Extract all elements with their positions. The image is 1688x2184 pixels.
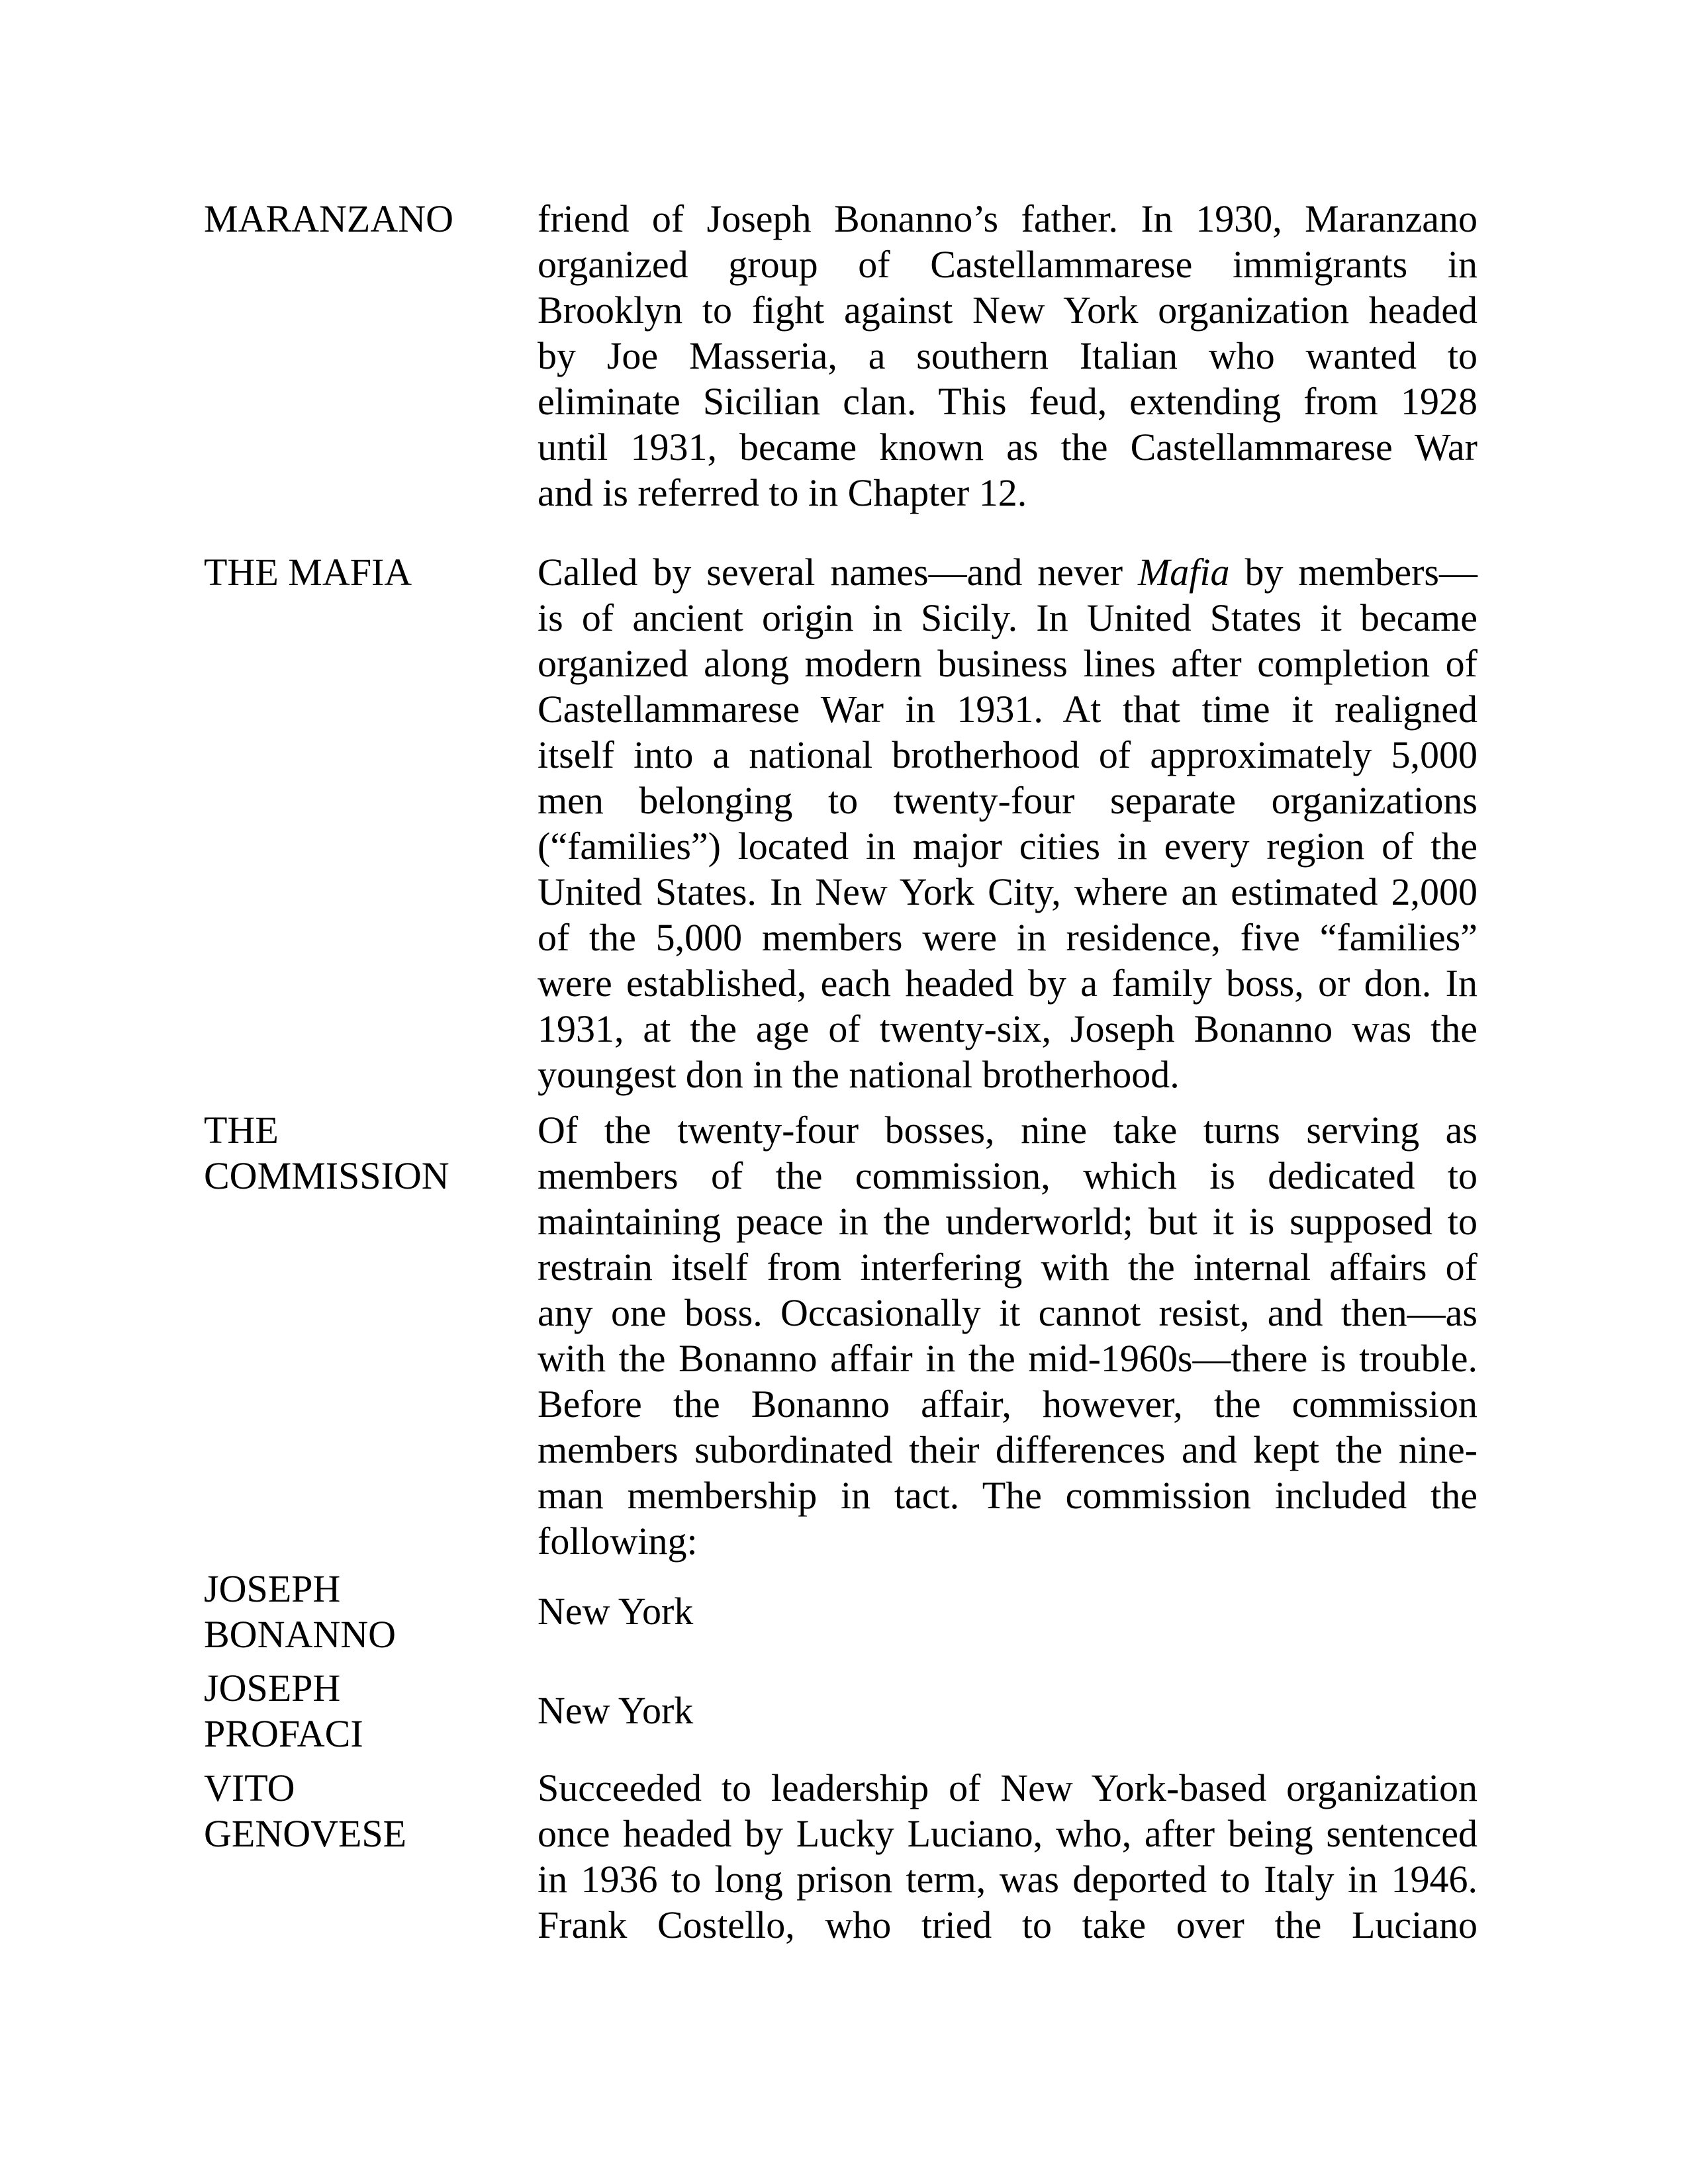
entry-term (204, 196, 502, 242)
entry-term (204, 1566, 502, 1657)
entry-description (538, 196, 1477, 516)
desc-line: men belonging to twenty-four separate organizations (538, 779, 1477, 822)
term-line: VITO (204, 1766, 295, 1809)
desc-line: of the 5,000 members were in residence, five “families” (538, 916, 1477, 959)
desc-line: is of ancient origin in Sicily. In United States it became (538, 596, 1477, 639)
desc-line: youngest don in the national brotherhood. (538, 1053, 1180, 1096)
term-line: THE (204, 1109, 279, 1152)
desc-line: man membership in tact. The commission included the (538, 1474, 1477, 1517)
entry-term (204, 1665, 502, 1756)
desc-line: itself into a national brotherhood of approximately 5,000 (538, 733, 1477, 776)
desc-line: New York (538, 1590, 694, 1633)
desc-line: any one boss. Occasionally it cannot resist, and then—as (538, 1291, 1477, 1334)
desc-line: were established, each headed by a family boss, or don. In (538, 962, 1477, 1005)
desc-line: Brooklyn to fight against New York organization headed (538, 289, 1477, 332)
term-line: PROFACI (204, 1712, 363, 1755)
term-line: MARANZANO (204, 197, 453, 240)
desc-line: with the Bonanno affair in the mid-1960s—there is trouble. (538, 1337, 1477, 1380)
desc-line: following: (538, 1520, 698, 1563)
entry-term (204, 549, 502, 595)
desc-line: organized along modern business lines after completion of (538, 642, 1477, 685)
desc-line: Frank Costello, who tried to take over the Luciano (538, 1903, 1477, 1946)
desc-line (538, 549, 1477, 595)
entry-description (538, 1765, 1477, 1948)
desc-line: eliminate Sicilian clan. This feud, extending from 1928 (538, 380, 1477, 423)
desc-line: once headed by Lucky Luciano, who, after being sentenced (538, 1812, 1477, 1855)
term-line: BONANNO (204, 1613, 396, 1656)
desc-line: Before the Bonanno affair, however, the commission (538, 1383, 1477, 1426)
desc-line: until 1931, became known as the Castellammarese War (538, 426, 1477, 469)
term-line: THE MAFIA (204, 551, 412, 594)
entry-term (204, 1107, 502, 1199)
desc-line: by Joe Masseria, a southern Italian who wanted to (538, 334, 1477, 377)
entry-description (538, 549, 1477, 1097)
desc-text: Called by several names—and never (538, 551, 1138, 594)
desc-line: organized group of Castellammarese immigrants in (538, 243, 1477, 286)
desc-line: Succeeded to leadership of New York-based organization (538, 1766, 1477, 1809)
desc-emphasis: Mafia (1137, 551, 1230, 594)
desc-line: in 1936 to long prison term, was deported to Italy in 1946. (538, 1858, 1477, 1901)
desc-line: members of the commission, which is dedicated to (538, 1154, 1477, 1197)
desc-line: and is referred to in Chapter 12. (538, 471, 1027, 514)
entry-description (538, 1588, 1477, 1634)
desc-line: restrain itself from interfering with the internal affairs of (538, 1246, 1477, 1289)
desc-line: members subordinated their differences and kept the nine- (538, 1428, 1477, 1471)
entry-description (538, 1688, 1477, 1733)
desc-line: Of the twenty-four bosses, nine take turns serving as (538, 1109, 1477, 1152)
entry-term (204, 1765, 502, 1856)
term-line: GENOVESE (204, 1812, 407, 1855)
desc-line: Castellammarese War in 1931. At that time it realigned (538, 688, 1477, 731)
desc-line: New York (538, 1689, 694, 1732)
desc-line: maintaining peace in the underworld; but it is supposed to (538, 1200, 1477, 1243)
desc-line: 1931, at the age of twenty-six, Joseph Bonanno was the (538, 1007, 1477, 1050)
desc-line: friend of Joseph Bonanno’s father. In 1930, Maranzano (538, 197, 1477, 240)
entry-description (538, 1107, 1477, 1564)
term-line: JOSEPH (204, 1666, 341, 1709)
term-line: JOSEPH (204, 1567, 341, 1610)
desc-line: (“families”) located in major cities in every region of the (538, 825, 1477, 868)
term-line: COMMISSION (204, 1154, 449, 1197)
desc-line: United States. In New York City, where an estimated 2,000 (538, 870, 1477, 913)
desc-text: by members— (1229, 551, 1477, 594)
